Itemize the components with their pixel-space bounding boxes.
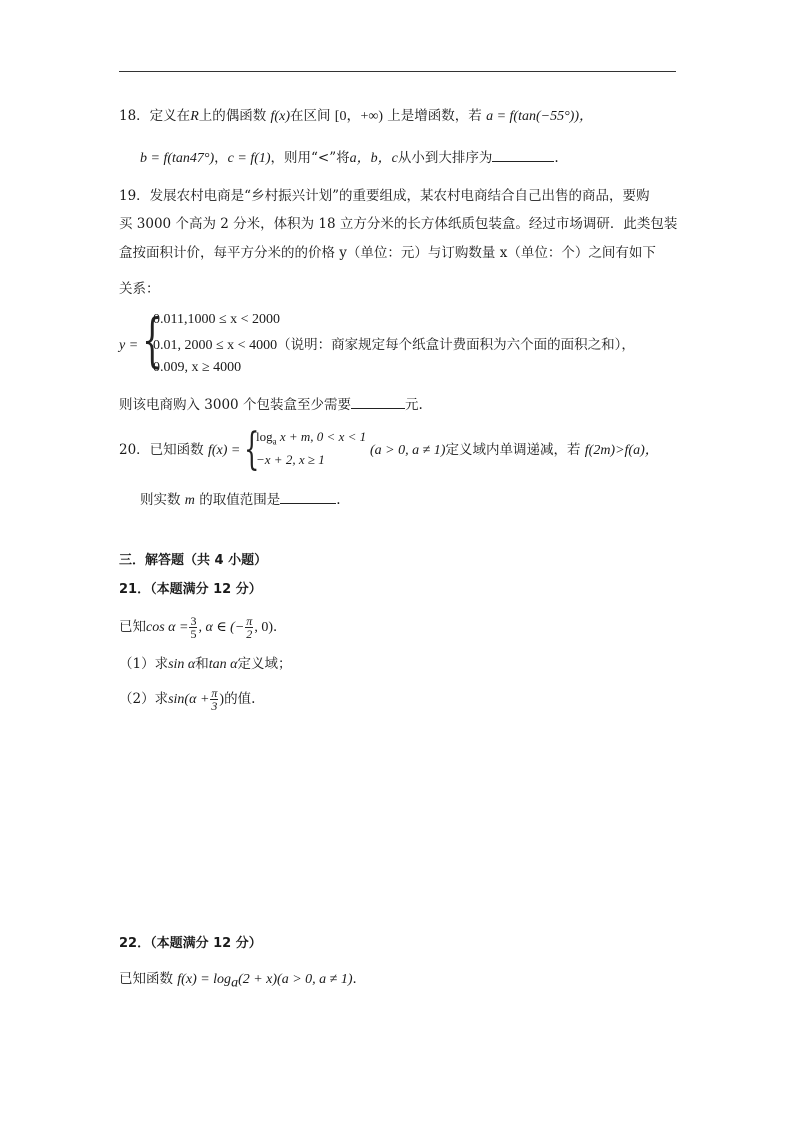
q20-line2 <box>140 489 341 511</box>
q19-case2-row <box>153 335 635 356</box>
q20-text: 的取值范围是 <box>199 492 281 508</box>
q20-case1 <box>256 427 366 452</box>
q19-answer-blank <box>351 394 405 409</box>
q19-line1: 19．发展农村电商是“乡村振兴计划”的重要组成，某农村电商结合自己出售的商品，要购 <box>119 188 650 204</box>
q21-part1-end: 定义域； <box>237 656 292 672</box>
q22-given <box>119 969 366 994</box>
q21-given-text: 已知 <box>119 619 146 635</box>
q22-log-base: a <box>231 975 239 991</box>
q21-given-end: ． <box>272 619 287 635</box>
q19-answer-unit: 元. <box>404 397 423 413</box>
header-rule <box>119 71 676 72</box>
q18-math-fx: f(x) <box>270 109 290 124</box>
q19-line3: 盒按面积计价，每平方分米的的价格 y（单位：元）与订购数量 x（单位：个）之间有如下 <box>119 245 656 261</box>
q20-period: . <box>336 492 341 508</box>
q21-part2-text: （2）求 <box>119 691 169 707</box>
q19-answer-text: 则该电商购入 3000 个包装盒至少需要 <box>119 397 351 413</box>
q19-case3: 0.009, x ≥ 4000 <box>153 360 242 375</box>
q19-brace: { <box>142 306 163 374</box>
q21-given <box>119 614 286 641</box>
q20-prefix: 20．已知函数 <box>119 442 204 458</box>
q18-text: ，则用“<”将 <box>270 150 350 166</box>
q20-fx: f(x) = <box>207 443 241 458</box>
q20-mid-text: 定义域内单调递减，若 <box>445 442 581 458</box>
q18-line1 <box>119 106 593 127</box>
q20-brace: { <box>244 424 260 475</box>
q22-fx-expr: (2 + x)(a > 0, a ≠ 1) <box>238 972 353 987</box>
q19-case1: 0.011,1000 ≤ x < 2000 <box>153 312 281 327</box>
q18-text: 18．定义在 <box>119 108 191 124</box>
q20-prefix-row <box>119 440 240 461</box>
q21-part2-sin: sin(α + <box>168 692 210 707</box>
q21-frac-3-5 <box>189 615 197 640</box>
q21-part2 <box>119 686 255 713</box>
q21-pi-num: π <box>246 614 253 628</box>
q22-given-text: 已知函数 <box>119 971 173 987</box>
q18-text: 从小到大排序为 <box>397 150 493 166</box>
q21-frac-den: 5 <box>190 627 197 641</box>
q21-range-close: , 0) <box>254 620 273 635</box>
q19-case2-note: （说明：商家规定每个纸盒计费面积为六个面的面积之和）， <box>277 337 635 353</box>
q21-frac-pi-3 <box>210 687 218 712</box>
q21-range-open: , α ∈ (− <box>198 620 245 635</box>
q18-math-R: R <box>190 109 199 124</box>
q20-case1-expr: x + m, 0 < x < 1 <box>276 429 367 444</box>
q21-part2-den: 3 <box>211 699 218 713</box>
q20-text: 则实数 <box>140 492 181 508</box>
q21-sin: sin α <box>168 657 196 672</box>
q20-inequality: f(2m)>f(a)， <box>584 443 659 458</box>
q20-rest-row <box>370 440 659 461</box>
q19-answer-line <box>119 394 423 415</box>
q21-part2-close: ) <box>219 692 225 707</box>
q21-tan: tan α <box>208 657 238 672</box>
q20-case2: −x + 2, x ≥ 1 <box>256 452 325 467</box>
q18-text: 上是增函数，若 <box>387 108 482 124</box>
q20-log: log <box>256 429 273 444</box>
q21-part2-num: π <box>211 686 218 700</box>
q21-cos: cos α = <box>146 620 189 635</box>
q18-math-interval: [0，+∞) <box>334 109 383 124</box>
q22-fx-log: f(x) = log <box>177 972 232 987</box>
q20-math-m: m <box>184 493 195 508</box>
q19-line4: 关系： <box>119 281 160 297</box>
q18-text: ， <box>214 150 228 166</box>
q21-part1-and: 和 <box>195 656 209 672</box>
q19-line2: 买 3000 个高为 2 分米，体积为 18 立方分米的长方体纸质包装盒。经过市场调研．此类包装 <box>119 216 678 232</box>
q20-condition: (a > 0, a ≠ 1) <box>370 443 446 458</box>
q18-math-abc: a，b，c <box>349 151 398 166</box>
q21-frac-num: 3 <box>190 614 197 628</box>
q19-case2: 0.01, 2000 ≤ x < 4000 <box>153 338 278 353</box>
q18-math-a: a = f(tan(−55°))， <box>486 109 593 124</box>
q21-part2-end: 的值. <box>224 691 256 707</box>
q18-text: 上的偶函数 <box>198 108 267 124</box>
q18-math-b: b = f(tan47°) <box>140 151 215 166</box>
q21-part1 <box>119 654 292 675</box>
q18-answer-blank <box>492 147 554 162</box>
q20-log-base: a <box>272 436 277 447</box>
q18-line2 <box>140 147 559 169</box>
q21-frac-pi-2 <box>245 615 253 640</box>
q19-y-eq: y = <box>119 338 139 353</box>
q21-pi-den: 2 <box>246 627 253 641</box>
q20-answer-blank <box>280 489 336 504</box>
q18-period: . <box>554 150 559 166</box>
q18-math-c: c = f(1) <box>227 151 271 166</box>
q22-title: 22．（本题满分 12 分） <box>119 936 262 951</box>
q21-part1-text: （1）求 <box>119 656 169 672</box>
q22-given-end: ． <box>352 971 367 987</box>
q18-text: 在区间 <box>289 108 331 124</box>
q21-title: 21．（本题满分 12 分） <box>119 582 262 597</box>
section-heading: 三．解答题（共 4 小题） <box>119 553 268 568</box>
